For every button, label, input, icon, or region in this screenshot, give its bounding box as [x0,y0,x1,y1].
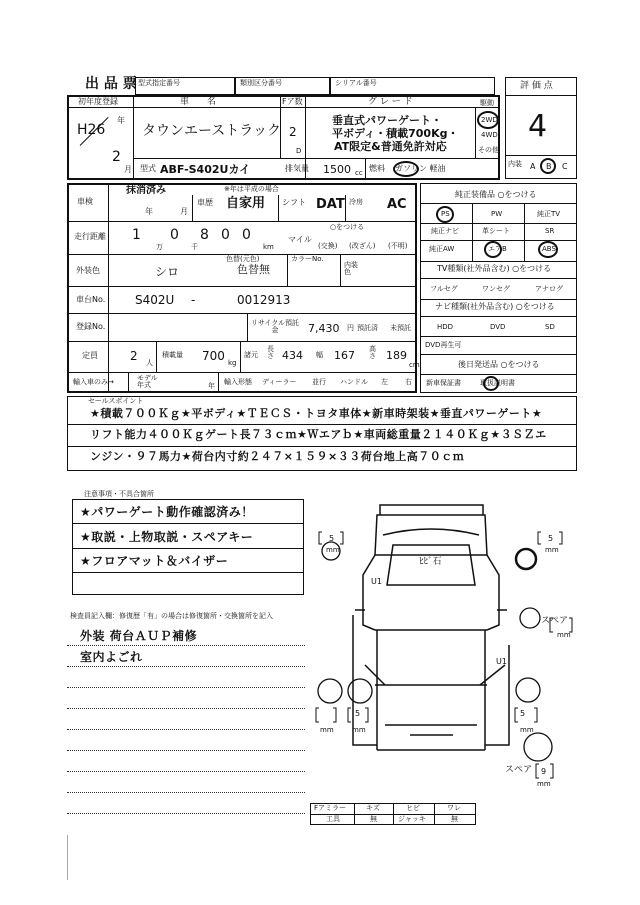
displacement-label: 排気量 [285,164,309,173]
fuel-circle [393,161,419,177]
equip-title: 純正装備品 ○をつける [455,190,537,199]
notes-line-2: ★取説・上物取説・スペアキー [80,530,254,544]
glass-header-crack: ヒビ [406,804,420,812]
sales-line-3: ンジン・９７馬力★荷台内寸約２４７×１５９×３３荷台地上高７０ｃｍ [90,450,465,463]
import-parallel: 並行 [312,378,326,386]
navi-sd: SD [545,323,555,331]
score-label: 評 価 点 [520,81,553,91]
tire-fr-mm: mm [545,546,559,554]
mileage-opt-replaced: (交換) [318,242,338,250]
interior-grade-a: A [530,162,536,171]
mileage-opt-tampered: (改ざん) [349,242,376,250]
interior-color-label: 内装色 [344,261,358,276]
exterior-label: 外装色 [76,266,100,275]
interior-grade-b: B [546,162,552,171]
shift-value: DAT [316,197,345,212]
load-unit: kg [228,359,237,367]
mileage-label: 走行距離 [74,232,106,241]
tire-fl-mm: mm [326,546,340,554]
tire-spare-mid-mm: mm [557,631,571,639]
equip-navi: 純正ナビ [431,227,459,235]
reg-month: 2 [112,149,121,165]
capacity-unit: 人 [146,359,153,367]
mileage-opt-unknown: (不明) [388,242,408,250]
drive-label: 駆動 [480,99,494,107]
import-year-unit: 年 [208,382,215,390]
tire-rr-mm: mm [520,726,534,734]
length-label: 長さ [267,345,274,360]
equip-abs: ABS [542,245,556,253]
tire-spare-depth: 9 [541,767,547,776]
model-year-label: モデル年式 [137,374,158,389]
year-unit: 年 [117,116,125,125]
length-value: 434 [282,349,303,362]
glass-header-break: ワレ [447,804,461,812]
mileage-digit-2: 0 [170,227,179,243]
form-title: 出 品 票 [85,76,137,92]
mileage-km: km [263,243,274,251]
dvd-playback: DVD再生可 [425,341,462,349]
height-value: 189 [386,349,407,362]
tv-oneseg: ワンセグ [482,285,510,293]
mileage-sen: 千 [191,243,198,251]
equip-sr: SR [545,227,555,235]
interior-grade-c: C [562,162,568,171]
serial-label: シリアル番号 [335,79,377,87]
inspector-line-1: 外装 荷台ＡＵＰ補修 [80,629,198,643]
fuel-options: ガソリン 軽油 [395,164,446,173]
color-no-label: カラーNo. [291,255,324,263]
u1-label-top: U1 [371,577,382,586]
dims-unit: cm [409,361,420,369]
glass-value-1: 無 [370,815,377,823]
dims-label: 諸元 [244,351,258,359]
era-year: H26 [77,122,106,138]
equip-airbag: エアB [488,245,507,253]
chassis-dash: - [191,293,196,307]
kata-label: 型式指定番号 [138,79,180,87]
inspector-line-2: 室内よごれ [80,650,143,664]
later-manual-circle [483,376,499,391]
equip-ps-circle [436,206,454,223]
mileage-man: 万 [156,243,163,251]
shaken-note: ※年は平成の場合 [224,185,279,193]
recycle-yen: 円 [347,324,354,332]
width-label: 幅 [316,351,323,359]
spare-label-mid: スペア [541,616,569,626]
shaken-value: 抹消済み [126,185,166,196]
shaken-year-unit: 年 [145,207,153,216]
glass-header-scratch: キズ [366,804,380,812]
mileage-digit-1: 1 [132,227,141,243]
recycle-value: 7,430 [308,322,340,335]
tire-spare-mm: mm [537,780,551,788]
doors-unit: D [296,147,302,155]
details-block [67,183,417,393]
tire-rl2-mm: mm [320,726,334,734]
navi-hdd: HDD [437,323,454,331]
drive-2wd: 2WD [481,116,498,124]
tire-rl-mm: mm [352,726,366,734]
chassis-prefix: S402U [135,293,175,307]
sales-line-2: リフト能力４００Ｋｇゲート長７３ｃｍ★Ｗエアｂ★車両総重量２１４０Ｋｇ★３ＳＺエ [90,428,547,441]
navi-title: ナビ種類(社外品含む) ○をつける [435,302,555,311]
notes-line-1: ★パワーゲート動作確認済み！ [80,505,254,519]
recycle-not-deposited: 未預託 [390,324,411,332]
recycle-label: リサイクル預託金 [250,319,300,334]
width-value: 167 [334,349,355,362]
mileage-digit-3: 8 [200,227,209,243]
circle-note: ○をつける [330,223,365,231]
mileage-digit-5: 0 [242,227,251,243]
doors-value: 2 [289,125,297,139]
mileage-digit-4: 0 [221,227,230,243]
repaint-value: 色替無 [237,263,270,276]
cc-unit: cc [355,169,363,177]
sales-point-label: セールスポイント [88,397,144,405]
repaint-label: 色替(元色) [226,255,260,263]
import-label: 輸入車のみ→ [73,378,114,386]
import-handle: ハンドル [340,378,368,386]
import-form-label: 輸入形態 [224,378,252,386]
car-name-label: 車 名 [180,97,217,107]
equip-leather: 革シート [482,227,510,235]
equip-aw: 純正AW [429,245,455,253]
shift-label: シフト [282,198,306,207]
later-title: 後日発送品 ○をつける [458,360,540,369]
drive-other: その他 [478,146,499,154]
u1-label-side: U1 [496,657,507,666]
grade-label: グ レ ー ド [368,97,413,107]
capacity-label: 定員 [82,351,98,360]
interior-grade-circle [540,158,556,174]
tire-fl-depth: 5 [329,534,335,543]
use-label: 車歴 [197,198,213,207]
grade-line-3: AT限定&普通免許対応 [334,140,447,153]
sales-line-1: ★積載７００Ｋｇ★平ボディ★ＴＥＣＳ・トヨタ車体★新車時架装★垂直パワーゲート★ [90,407,543,420]
notes-label: 注意事項・不具合箇所 [84,490,154,498]
height-label: 高さ [369,345,376,360]
capacity-value: 2 [130,349,138,363]
equip-tv: 純正TV [537,210,561,218]
shaken-label: 車検 [77,197,93,206]
exterior-color: シロ [155,265,180,279]
glass-header-mirror: Fアミラー [314,804,347,812]
fuel-label: 燃料 [369,164,385,173]
shaken-month-unit: 月 [180,207,188,216]
import-right: 右 [405,378,412,386]
recycle-deposited: 預託済 [357,324,378,332]
equip-pw: PW [491,210,503,218]
grade-line-2: 平ボディ・積載700Kg・ [332,127,459,140]
model-label: 型式 [140,164,156,173]
tv-analog: アナログ [535,285,563,293]
month-unit: 月 [124,165,132,174]
tv-fullseg: フルセグ [430,285,458,293]
equip-ps: PS [441,210,450,218]
glass-value-2: 無 [451,815,458,823]
load-value: 700 [202,349,225,363]
tv-title: TV種類(社外品含む) ○をつける [437,264,552,273]
equip-abs-circle [538,241,558,258]
model-value: ABF-S402Uカイ [160,163,251,176]
cargo-damage-label: ﾋﾋﾞ石 [419,557,442,567]
glass-value-tools: 工具 [326,815,340,823]
spare-label-bottom: スペア [505,765,533,775]
import-left: 左 [381,378,388,386]
doors-label: Fア数 [282,97,303,106]
tire-rl-depth: 5 [355,709,361,718]
navi-dvd: DVD [490,323,506,331]
grade-line-1: 垂直式パワーゲート・ [332,114,442,127]
first-reg-label: 初年度登録 [78,97,118,106]
interior-label: 内装 [508,160,522,168]
later-manual: 取扱説明書 [480,379,515,387]
score-value: 4 [528,109,548,144]
load-label: 積載量 [162,351,183,359]
drive-4wd: 4WD [481,131,498,139]
ac-label: 冷房 [349,198,363,206]
glass-value-jack: ジャッキ [398,815,426,823]
tire-rr-depth: 5 [520,709,526,718]
use-value: 自家用 [226,196,266,211]
equip-airbag-circle [484,241,502,258]
notes-line-3: ★フロアマット＆バイザー [80,554,229,568]
later-warranty: 新車保証書 [426,379,461,387]
drive-2wd-circle [477,111,499,129]
tire-fr-depth: 5 [548,534,554,543]
chassis-label: 車台No. [76,295,106,304]
car-name: タウンエーストラック [142,123,282,139]
inspector-label: 検査員記入欄：修復歴「有」の場合は修復箇所・交換箇所を記入 [70,612,273,620]
mile-label: マイル [288,235,312,244]
import-dealer: ディーラー [262,378,297,386]
displacement-value: 1500 [323,163,351,176]
tire-brackets [315,530,575,790]
ac-value: AC [387,197,407,212]
reg-no-label: 登録No. [76,322,106,331]
ruibetsu-label: 類別区分番号 [240,79,282,87]
chassis-number: 0012913 [237,293,291,307]
